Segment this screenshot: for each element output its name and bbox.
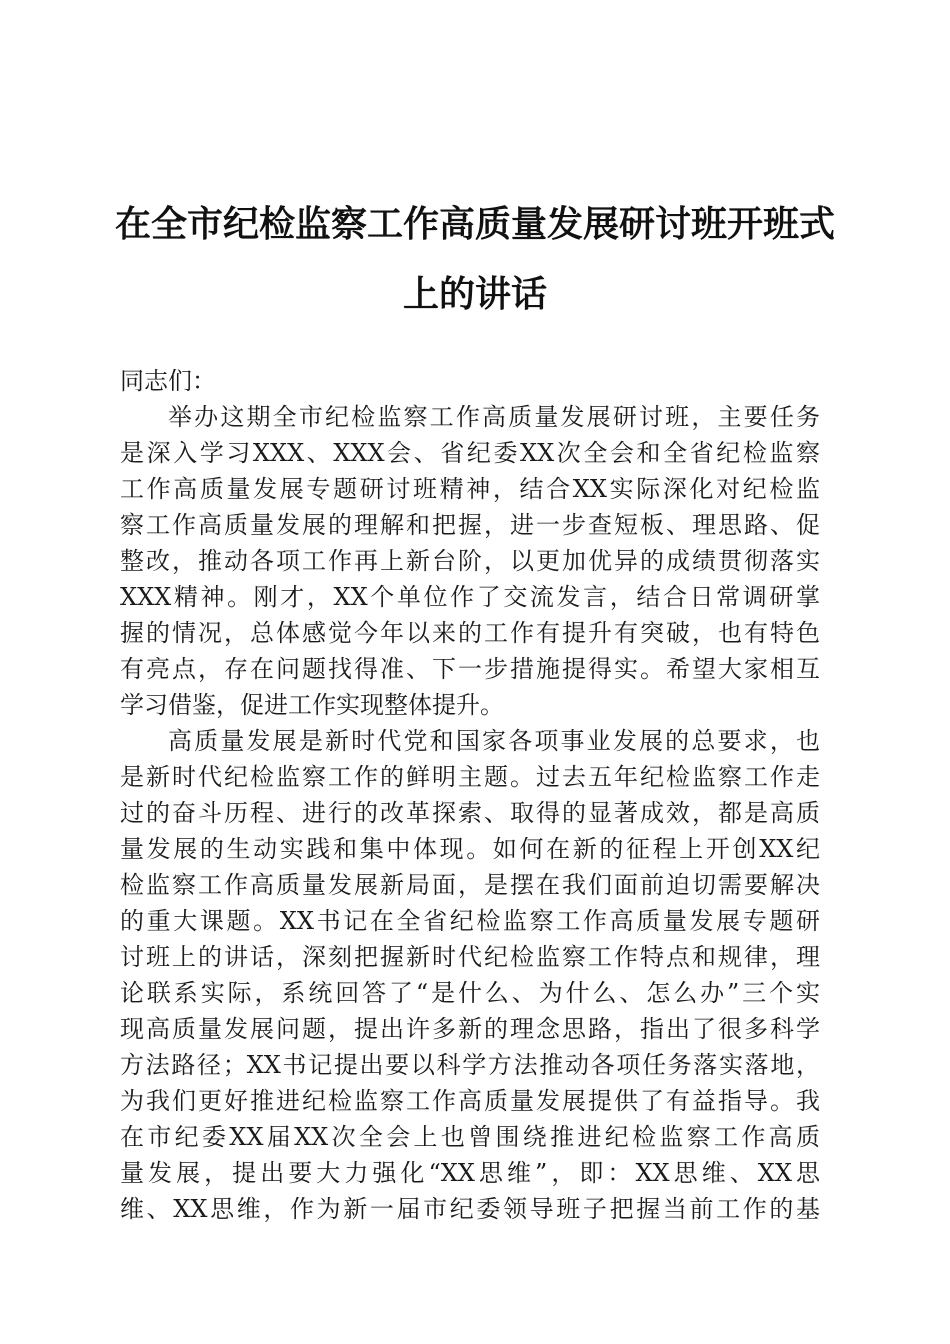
paragraph-line: XXX精神。刚才，XX个单位作了交流发言，结合日常调研掌: [120, 583, 820, 611]
paragraph-line: 现高质量发展问题，提出许多新的理念思路，指出了很多科学: [120, 1015, 820, 1043]
paragraph-line: 的重大课题。XX书记在全省纪检监察工作高质量发展专题研: [120, 907, 820, 935]
paragraph-line: 量发展的生动实践和集中体现。如何在新的征程上开创XX纪: [120, 835, 820, 863]
salutation: 同志们：: [120, 367, 216, 395]
paragraph-line: 察工作高质量发展的理解和把握，进一步查短板、理思路、促: [120, 511, 820, 539]
paragraph-line: 有亮点，存在问题找得准、下一步措施提得实。希望大家相互: [120, 655, 820, 683]
paragraph-line: 举办这期全市纪检监察工作高质量发展研讨班，主要任务: [168, 403, 820, 431]
document-title-line-2: 上的讲话: [402, 273, 547, 315]
paragraph-line: 讨班上的讲话，深刻把握新时代纪检监察工作特点和规律，理: [120, 943, 820, 971]
paragraph-line: 方法路径；XX书记提出要以科学方法推动各项任务落实落地，: [120, 1051, 820, 1079]
paragraph-line: 是新时代纪检监察工作的鲜明主题。过去五年纪检监察工作走: [120, 763, 820, 791]
paragraph-line: 检监察工作高质量发展新局面，是摆在我们面前迫切需要解决: [120, 871, 820, 899]
paragraph-line: 高质量发展是新时代党和国家各项事业发展的总要求，也: [168, 727, 820, 755]
paragraph-line: 维、XX思维，作为新一届市纪委领导班子把握当前工作的基: [120, 1195, 820, 1223]
paragraph-line: 学习借鉴，促进工作实现整体提升。: [120, 691, 504, 719]
paragraph-line: 为我们更好推进纪检监察工作高质量发展提供了有益指导。我: [120, 1087, 820, 1115]
paragraph-line: 过的奋斗历程、进行的改革探索、取得的显著成效，都是高质: [120, 799, 820, 827]
paragraph-line: 量发展，提出要大力强化“XX思维”，即：XX思维、XX思: [120, 1159, 820, 1187]
paragraph-line: 是深入学习XXX、XXX会、省纪委XX次全会和全省纪检监察: [120, 439, 820, 467]
paragraph-line: 整改，推动各项工作再上新台阶，以更加优异的成绩贯彻落实: [120, 547, 820, 575]
document-title-line-1: 在全市纪检监察工作高质量发展研讨班开班式: [114, 203, 835, 245]
paragraph-line: 论联系实际，系统回答了“是什么、为什么、怎么办”三个实: [120, 979, 820, 1007]
paragraph-line: 工作高质量发展专题研讨班精神，结合XX实际深化对纪检监: [120, 475, 820, 503]
paragraph-line: 在市纪委XX届XX次全会上也曾围绕推进纪检监察工作高质: [120, 1123, 820, 1151]
paragraph-line: 握的情况，总体感觉今年以来的工作有提升有突破，也有特色: [120, 619, 820, 647]
